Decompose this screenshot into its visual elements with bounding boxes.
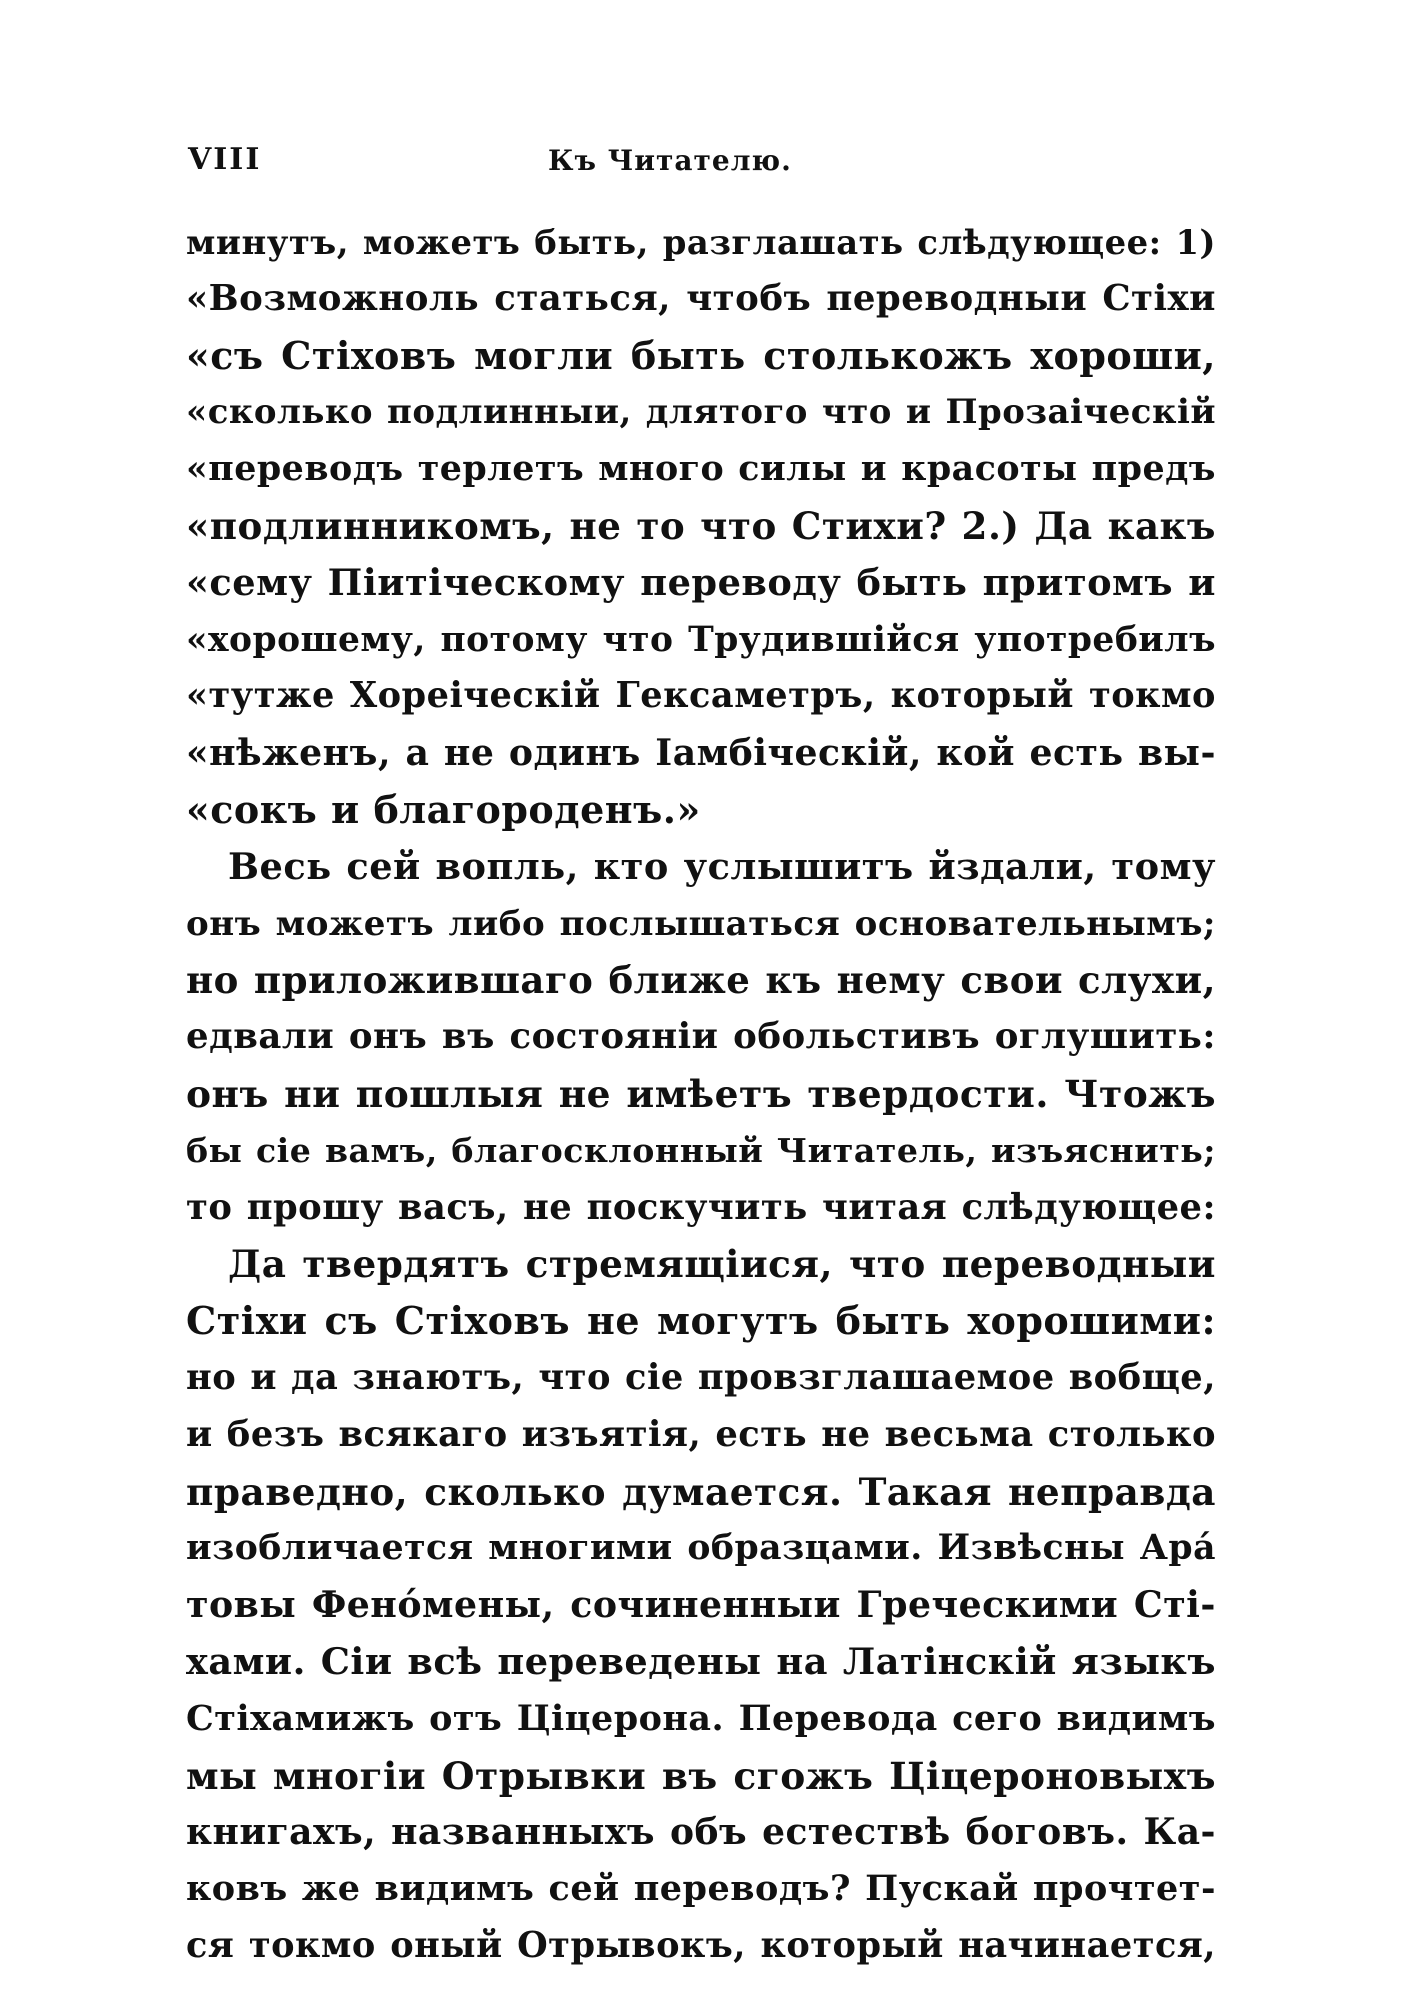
text-line: мы многіи Отрывки въ сгожъ Ціцероновыхъ — [186, 1753, 1216, 1798]
text-line: но и да знаютъ, что сіе провзглашаемое вобще, — [186, 1356, 1216, 1398]
text-line: минутъ, можетъ быть, разглашать слѣдующее: 1) — [186, 222, 1216, 262]
text-line: книгахъ, названныхъ объ естествѣ боговъ. Ка- — [186, 1811, 1216, 1854]
text-line: бы сіе вамъ, благосклонный Читатель, изъяснить; — [186, 1130, 1216, 1170]
paragraph-first-line: Да твердятъ стремящіися, что переводныи — [228, 1242, 1216, 1287]
text-line: «Возможноль статься, чтобъ переводныи Стіхи — [186, 277, 1216, 319]
text-line: «хорошему, потому что Трудившійся употребилъ — [186, 619, 1216, 660]
text-line: хами. Сіи всѣ переведены на Латінскій языкъ — [186, 1639, 1216, 1683]
text-line: Стіхи съ Стіховъ не могутъ быть хорошими: — [186, 1298, 1216, 1344]
text-line: но приложившаго ближе къ нему свои слухи, — [186, 958, 1216, 1003]
text-line: «сколько подлинныи, длятого что и Прозаіческій — [186, 392, 1216, 433]
text-line: ся токмо оный Отрывокъ, который начинается, — [186, 1924, 1216, 1966]
text-line: «нѣженъ, а не одинъ Іамбіческій, кой есть вы- — [186, 731, 1216, 775]
body-text — [186, 214, 1216, 1975]
text-line: онъ можетъ либо послышаться основательнымъ; — [186, 903, 1216, 944]
text-line: едвали онъ въ состояніи обольстивъ оглушить: — [186, 1016, 1216, 1058]
page-number: VIII — [188, 142, 262, 177]
text-line: праведно, сколько думается. Такая неправда — [186, 1469, 1216, 1514]
text-line: изобличается многими образцами. Извѣсны Ара́ — [186, 1528, 1216, 1569]
text-line: то прошу васъ, не поскучить читая слѣдующее: — [186, 1186, 1216, 1228]
text-line: онъ ни пошлыя не имѣетъ твердости. Чтожъ — [186, 1071, 1216, 1116]
text-line: Стіхамижъ отъ Ціцерона. Перевода сего видимъ — [186, 1697, 1216, 1739]
running-title: Къ Читателю. — [548, 144, 792, 177]
text-line: товы Фено́мены, сочиненныи Греческими Сті- — [186, 1583, 1216, 1627]
text-line: «сокъ и благороденъ.» — [186, 786, 701, 832]
text-line: и безъ всякаго изъятія, есть не весьма столько — [186, 1413, 1216, 1455]
text-line: «тутже Хореіческій Гексаметръ, который токмо — [186, 675, 1216, 717]
text-line: ковъ же видимъ сей переводъ? Пускай прочтет- — [186, 1868, 1216, 1910]
paragraph-first-line: Весь сей вопль, кто услышитъ йздали, тому — [228, 844, 1216, 888]
running-head — [188, 142, 1218, 182]
text-line: «подлинникомъ, не то что Стихи? 2.) Да какъ — [186, 503, 1216, 548]
text-line: «съ Стіховъ могли быть столькожъ хороши, — [186, 332, 1216, 378]
text-line: «переводъ терлетъ много силы и красоты предъ — [186, 448, 1216, 490]
text-line: «сему Піитіческому переводу быть притомъ и — [186, 560, 1216, 604]
